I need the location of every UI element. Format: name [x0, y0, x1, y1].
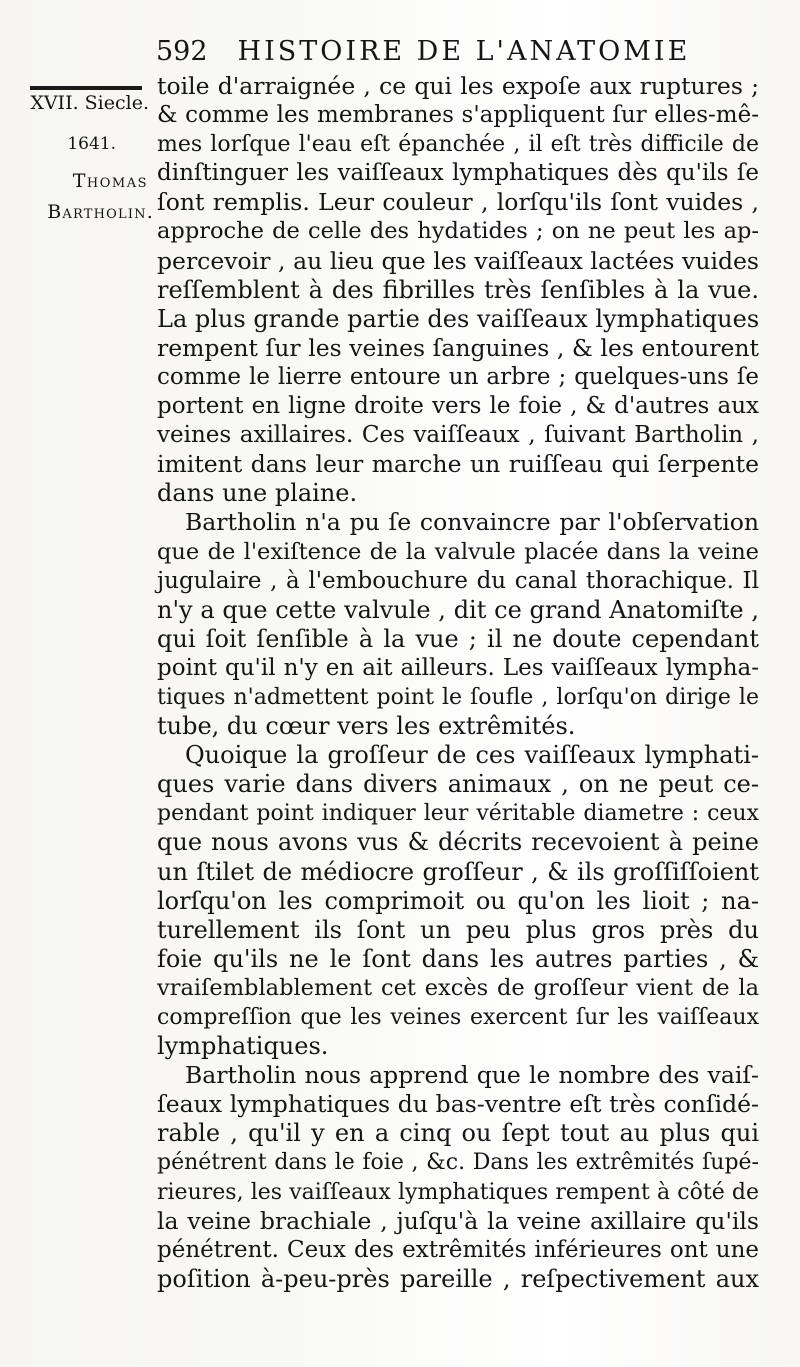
- text-line: poſition à-peu-près pareille , reſpectivement aux: [157, 1264, 759, 1293]
- text-line: un ſtilet de médiocre groſſeur , & ils groſſiſſoient: [157, 857, 759, 886]
- text-line: qui ſoit ſenſible à la vue ; il ne doute cependant: [157, 624, 759, 653]
- text-line: pendant point indiquer leur véritable diametre : ceux: [157, 801, 759, 827]
- margin-note-author-first: Thomas: [72, 170, 148, 192]
- text-line: comme le lierre entoure un arbre ; quelques-uns ſe: [157, 363, 759, 390]
- text-line: ques varie dans divers animaux , on ne peut ce-: [157, 770, 759, 799]
- text-line: & comme les membranes s'appliquent ſur elles-mê-: [157, 102, 759, 129]
- text-line: jugulaire , à l'embouchure du canal thorachique. Il: [157, 567, 759, 594]
- paragraph-end-line: lymphatiques.: [157, 1032, 329, 1061]
- text-line: reſſemblent à des fibrilles très ſenſibles à la vue.: [157, 275, 759, 304]
- body-text: [157, 72, 759, 1294]
- text-line: rieures, les vaiſſeaux lymphatiques rempent à côté de: [157, 1179, 759, 1205]
- margin-note-author-last: Bartholin.: [47, 201, 154, 223]
- text-line: rable , qu'il y en a cinq ou ſept tout au plus qui: [157, 1119, 759, 1148]
- text-line: veines axillaires. Ces vaiſſeaux , ſuivant Bartholin ,: [157, 422, 759, 449]
- running-title: HISTOIRE DE L'ANATOMIE: [237, 36, 691, 67]
- text-line: la veine brachiale , juſqu'à la veine axillaire qu'ils: [157, 1206, 759, 1235]
- text-line: que de l'exiſtence de la valvule placée dans la veine: [157, 538, 759, 565]
- text-line: dinſtinguer les vaiſſeaux lymphatiques dès qu'ils ſe: [157, 160, 759, 187]
- text-line: toile d'arraignée , ce qui les expoſe aux ruptures ;: [157, 72, 759, 100]
- text-line: turellement ils ſont un peu plus gros près du: [157, 915, 759, 944]
- text-line: mes lorſque l'eau eſt épanchée , il eſt très difficile de: [157, 132, 759, 158]
- text-line: pénétrent dans le foie , &c. Dans les extrêmités ſupé-: [157, 1150, 759, 1176]
- running-header: [156, 36, 756, 67]
- paragraph-start-line: Quoique la groſſeur de ces vaiſſeaux lymphati-: [185, 741, 759, 770]
- text-line: rempent ſur les veines ſanguines , & les entourent: [157, 333, 759, 362]
- text-line: percevoir , au lieu que les vaiſſeaux lactées vuides: [157, 246, 759, 275]
- paragraph-start-line: Bartholin n'a pu ſe convaincre par l'obſervation: [185, 508, 759, 537]
- text-line: point qu'il n'y en ait ailleurs. Les vaiſſeaux lympha-: [157, 654, 759, 681]
- text-line: La plus grande partie des vaiſſeaux lymphatiques: [157, 304, 760, 333]
- text-line: ſont remplis. Leur couleur , lorſqu'ils ſont vuides ,: [157, 188, 759, 217]
- text-line: n'y a que cette valvule , dit ce grand Anatomiſte ,: [157, 595, 759, 624]
- paragraph-start-line: Bartholin nous apprend que le nombre des vaiſ-: [185, 1061, 759, 1090]
- margin-note-century: XVII. Siecle.: [30, 92, 149, 114]
- text-line: foie qu'ils ne le ſont dans les autres parties , &: [157, 944, 759, 973]
- text-line: pénétrent. Ceux des extrêmités inférieures ont une: [157, 1236, 759, 1263]
- text-line: portent en ligne droite vers le foie , & d'autres aux: [157, 393, 759, 420]
- paragraph-end-line: tube, du cœur vers les extrêmités.: [157, 712, 576, 741]
- text-line: que nous avons vus & décrits recevoient à peine: [157, 828, 759, 857]
- paragraph-end-line: dans une plaine.: [157, 479, 358, 508]
- text-line: ſeaux lymphatiques du bas-ventre eſt très conſidé-: [157, 1090, 759, 1119]
- margin-rule: [30, 86, 142, 90]
- text-line: compreſſion que les veines exercent ſur les vaiſſeaux: [157, 1005, 759, 1030]
- page-number: 592: [156, 36, 208, 67]
- margin-note-year: 1641.: [67, 134, 116, 154]
- text-line: tiques n'admettent point le ſoufle , lorſqu'on dirige le: [157, 684, 759, 710]
- text-line: lorſqu'on les comprimoit ou qu'on les lioit ; na-: [157, 886, 759, 915]
- text-line: approche de celle des hydatides ; on ne peut les ap-: [157, 218, 759, 245]
- text-line: vraiſemblablement cet excès de groſſeur vient de la: [157, 974, 759, 1001]
- text-line: imitent dans leur marche un ruiſſeau qui ſerpente: [157, 450, 759, 479]
